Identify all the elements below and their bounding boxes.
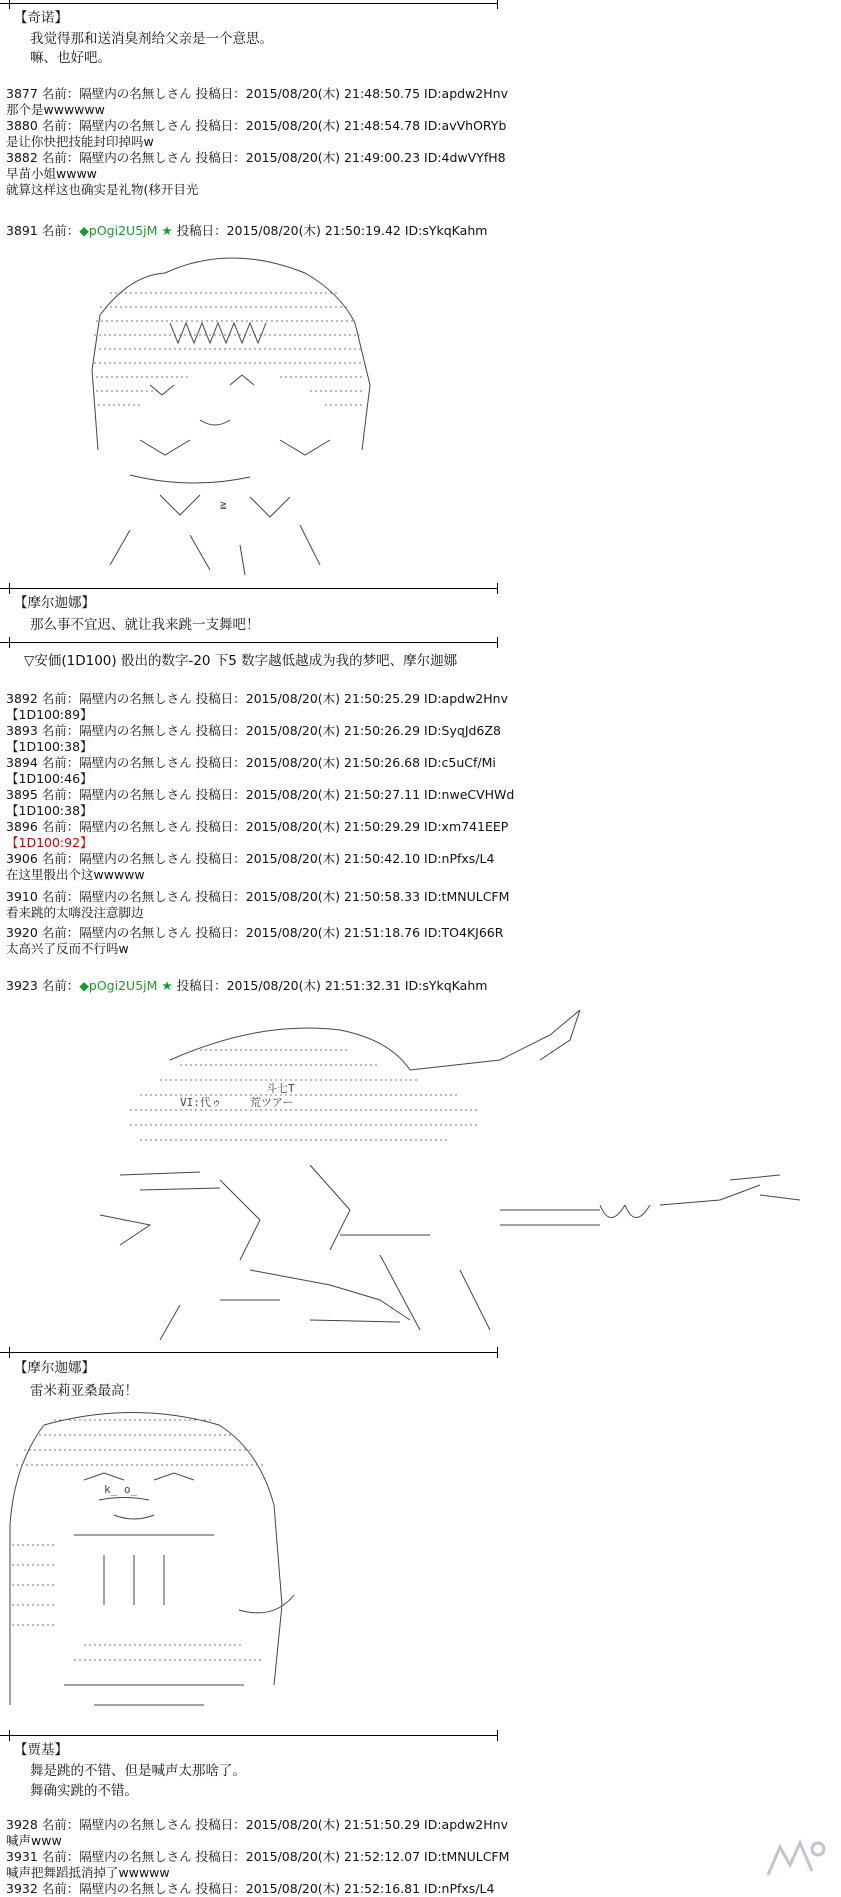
- post-body: 看来跳的太嗨没注意脚边: [6, 905, 144, 920]
- post-header: 3928 名前：隔壁内の名無しさん 投稿日：2015/08/20(木) 21:51:50.29 ID:apdw2Hnv: [6, 1817, 508, 1832]
- svg-text:VI:代ゥ: VI:代ゥ: [180, 1096, 222, 1109]
- post-body: 早苗小姐wwww: [6, 166, 97, 181]
- post-body: 喊声www: [6, 1833, 62, 1848]
- post-body: 那个是wwwwww: [6, 102, 105, 117]
- dice-result: 【1D100:38】: [6, 803, 93, 818]
- post-header: 3910 名前：隔壁内の名無しさん 投稿日：2015/08/20(木) 21:50:58.33 ID:tMNULCFM: [6, 889, 510, 904]
- post-header: [6, 977, 487, 994]
- post-header: 3892 名前：隔壁内の名無しさん 投稿日：2015/08/20(木) 21:50:25.29 ID:apdw2Hnv: [6, 691, 508, 706]
- post-body: 是让你快把技能封印掉吗w: [6, 134, 154, 149]
- post-meta: 投稿日：2015/08/20(木) 21:50:19.42 ID:sYkqKahm: [172, 223, 488, 238]
- watermark-logo: [760, 1835, 830, 1885]
- dice-instruction: ▽安価(1D100) 骰出的数字-20 下5 数字越低越成为我的梦吧、摩尔迦娜: [24, 653, 458, 669]
- speaker-label: 【奇诺】: [14, 10, 68, 26]
- post-meta: 投稿日：2015/08/20(木) 21:51:32.31 ID:sYkqKahm: [172, 978, 488, 993]
- svg-text:≧: ≧: [220, 498, 227, 511]
- post-header: 3920 名前：隔壁内の名無しさん 投稿日：2015/08/20(木) 21:51:18.76 ID:TO4KJ66R: [6, 925, 504, 940]
- post-header: 3931 名前：隔壁内の名無しさん 投稿日：2015/08/20(木) 21:52:12.07 ID:tMNULCFM: [6, 1849, 510, 1864]
- ascii-art-dance: [80, 1000, 810, 1345]
- svg-text:k_ o_: k_ o_: [104, 1483, 138, 1496]
- post-body: 就算这样这也确实是礼物(移开目光: [6, 182, 199, 197]
- svg-text:荒ツアー: 荒ツアー: [250, 1096, 294, 1109]
- dialogue-line: 我觉得那和送消臭剂给父亲是一个意思。: [30, 31, 273, 47]
- tripcode: ◆pOgi2U5jM ★: [79, 223, 173, 238]
- divider: [0, 1352, 498, 1353]
- post-header: 3896 名前：隔壁内の名無しさん 投稿日：2015/08/20(木) 21:50:29.29 ID:xm741EEP: [6, 819, 509, 834]
- dialogue-line: 舞是跳的不错、但是喊声太那啥了。: [30, 1763, 246, 1779]
- dialogue-line: 嘛、也好吧。: [30, 50, 111, 66]
- dice-result: 【1D100:38】: [6, 739, 93, 754]
- divider: [0, 1735, 498, 1736]
- dice-result-highlight: 【1D100:92】: [6, 835, 93, 850]
- post-number: 3923 名前：: [6, 978, 80, 993]
- dice-result: 【1D100:46】: [6, 771, 93, 786]
- post-header: 3877 名前：隔壁内の名無しさん 投稿日：2015/08/20(木) 21:48:50.75 ID:apdw2Hnv: [6, 86, 508, 101]
- post-header: 3894 名前：隔壁内の名無しさん 投稿日：2015/08/20(木) 21:50:26.68 ID:c5uCf/Mi: [6, 755, 496, 770]
- dialogue-line: 舞确实跳的不错。: [30, 1783, 138, 1799]
- post-header: 3882 名前：隔壁内の名無しさん 投稿日：2015/08/20(木) 21:49:00.23 ID:4dwVYfH8: [6, 150, 506, 165]
- dice-result: 【1D100:89】: [6, 707, 93, 722]
- ascii-art-portrait: [70, 245, 400, 580]
- speaker-label: 【摩尔迦娜】: [14, 595, 95, 611]
- speaker-label: 【贾基】: [14, 1742, 68, 1758]
- ascii-art-chibi: [4, 1405, 304, 1725]
- post-header: 3932 名前：隔壁内の名無しさん 投稿日：2015/08/20(木) 21:52:16.81 ID:nPfxs/L4: [6, 1881, 495, 1896]
- post-number: 3891 名前：: [6, 223, 80, 238]
- tripcode: ◆pOgi2U5jM ★: [79, 978, 173, 993]
- post-body: 喊声把舞蹈抵消掉了wwwww: [6, 1865, 170, 1880]
- speaker-label: 【摩尔迦娜】: [14, 1360, 95, 1376]
- post-body: 太高兴了反而不行吗w: [6, 941, 129, 956]
- post-header: 3893 名前：隔壁内の名無しさん 投稿日：2015/08/20(木) 21:50:26.29 ID:SyqJd6Z8: [6, 723, 501, 738]
- post-header: 3895 名前：隔壁内の名無しさん 投稿日：2015/08/20(木) 21:50:27.11 ID:nweCVHWd: [6, 787, 515, 802]
- dialogue-line: 雷米莉亚桑最高！: [30, 1383, 138, 1399]
- svg-text:斗七T: 斗七T: [266, 1082, 295, 1095]
- post-header: 3906 名前：隔壁内の名無しさん 投稿日：2015/08/20(木) 21:50:42.10 ID:nPfxs/L4: [6, 851, 495, 866]
- post-body: 在这里骰出个这wwwww: [6, 867, 145, 882]
- divider: [0, 588, 498, 589]
- post-header: [6, 222, 487, 239]
- post-header: 3880 名前：隔壁内の名無しさん 投稿日：2015/08/20(木) 21:48:54.78 ID:avVhORYb: [6, 118, 507, 133]
- divider: [0, 642, 498, 643]
- divider: [0, 3, 498, 4]
- dialogue-line: 那么事不宜迟、就让我来跳一支舞吧！: [30, 617, 260, 633]
